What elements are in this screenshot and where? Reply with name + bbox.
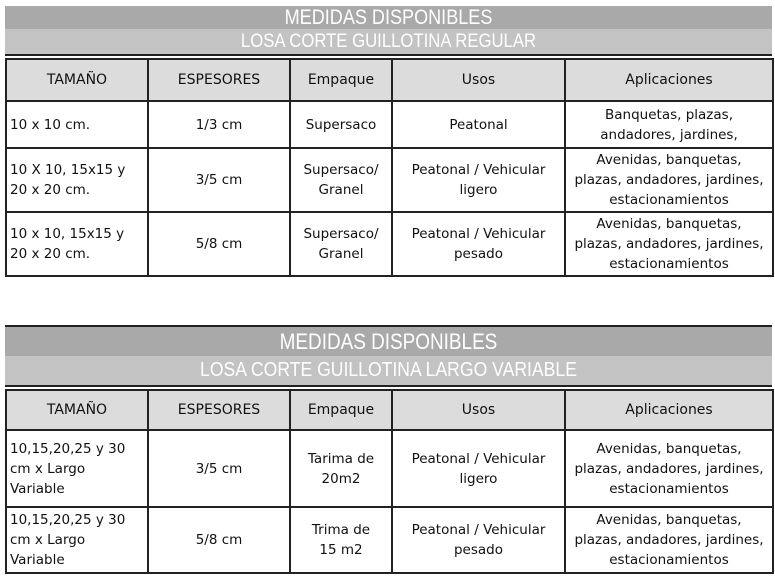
- cell-usos: Peatonal: [392, 101, 565, 148]
- cell-tamano: 10 X 10, 15x15 y 20 x 20 cm.: [6, 148, 148, 212]
- column-header-espesores: ESPESORES: [148, 390, 290, 430]
- cell-aplicaciones: Avenidas, banquetas, plazas, andadores, jardines, estacionamientos: [565, 148, 773, 212]
- table-subtitle: LOSA CORTE GUILLOTINA REGULAR: [240, 31, 537, 52]
- table-row: [6, 212, 773, 276]
- cell-tamano: 10,15,20,25 y 30 cm x Largo Variable: [6, 507, 148, 573]
- cell-aplicaciones: Avenidas, banquetas, plazas, andadores, jardines, estacionamientos: [565, 507, 773, 573]
- cell-espesores: 3/5 cm: [148, 148, 290, 212]
- cell-empaque: Supersaco: [290, 101, 392, 148]
- cell-aplicaciones: Banquetas, plazas, andadores, jardines,: [565, 101, 773, 148]
- table-subtitle: LOSA CORTE GUILLOTINA LARGO VARIABLE: [200, 359, 577, 381]
- column-header-espesores: ESPESORES: [148, 59, 290, 101]
- column-header-aplicaciones: Aplicaciones: [565, 59, 773, 101]
- cell-empaque: Trima de 15 m2: [290, 507, 392, 573]
- cell-usos: Peatonal / Vehicular ligero: [392, 148, 565, 212]
- table-row: [6, 148, 773, 212]
- sizes-table-largo-variable: [5, 389, 774, 574]
- cell-espesores: 5/8 cm: [148, 212, 290, 276]
- header-row: [6, 390, 773, 430]
- table-row: [6, 101, 773, 148]
- table-title: MEDIDAS DISPONIBLES: [59, 6, 719, 29]
- title-band: [5, 6, 772, 29]
- cell-tamano: 10 x 10, 15x15 y 20 x 20 cm.: [6, 212, 148, 276]
- cell-aplicaciones: Avenidas, banquetas, plazas, andadores, jardines, estacionamientos: [565, 212, 773, 276]
- column-header-tamano: TAMAÑO: [6, 390, 148, 430]
- cell-empaque: Supersaco/ Granel: [290, 212, 392, 276]
- subtitle-band: [5, 356, 772, 387]
- cell-empaque: Supersaco/ Granel: [290, 148, 392, 212]
- sizes-table-regular: [5, 58, 774, 277]
- title-band: [5, 325, 772, 356]
- cell-empaque: Tarima de 20m2: [290, 430, 392, 507]
- cell-espesores: 1/3 cm: [148, 101, 290, 148]
- table-title: MEDIDAS DISPONIBLES: [59, 327, 719, 356]
- cell-usos: Peatonal / Vehicular ligero: [392, 430, 565, 507]
- cell-espesores: 5/8 cm: [148, 507, 290, 573]
- cell-usos: Peatonal / Vehicular pesado: [392, 212, 565, 276]
- table-row: [6, 430, 773, 507]
- column-header-usos: Usos: [392, 390, 565, 430]
- header-row: [6, 59, 773, 101]
- cell-usos: Peatonal / Vehicular pesado: [392, 507, 565, 573]
- column-header-aplicaciones: Aplicaciones: [565, 390, 773, 430]
- cell-espesores: 3/5 cm: [148, 430, 290, 507]
- cell-aplicaciones: Avenidas, banquetas, plazas, andadores, jardines, estacionamientos: [565, 430, 773, 507]
- subtitle-band: [5, 29, 772, 56]
- table-block-largo-variable: [5, 325, 772, 574]
- column-header-empaque: Empaque: [290, 59, 392, 101]
- cell-tamano: 10,15,20,25 y 30 cm x Largo Variable: [6, 430, 148, 507]
- column-header-tamano: TAMAÑO: [6, 59, 148, 101]
- column-header-usos: Usos: [392, 59, 565, 101]
- table-row: [6, 507, 773, 573]
- column-header-empaque: Empaque: [290, 390, 392, 430]
- cell-tamano: 10 x 10 cm.: [6, 101, 148, 148]
- table-block-regular: [5, 6, 772, 277]
